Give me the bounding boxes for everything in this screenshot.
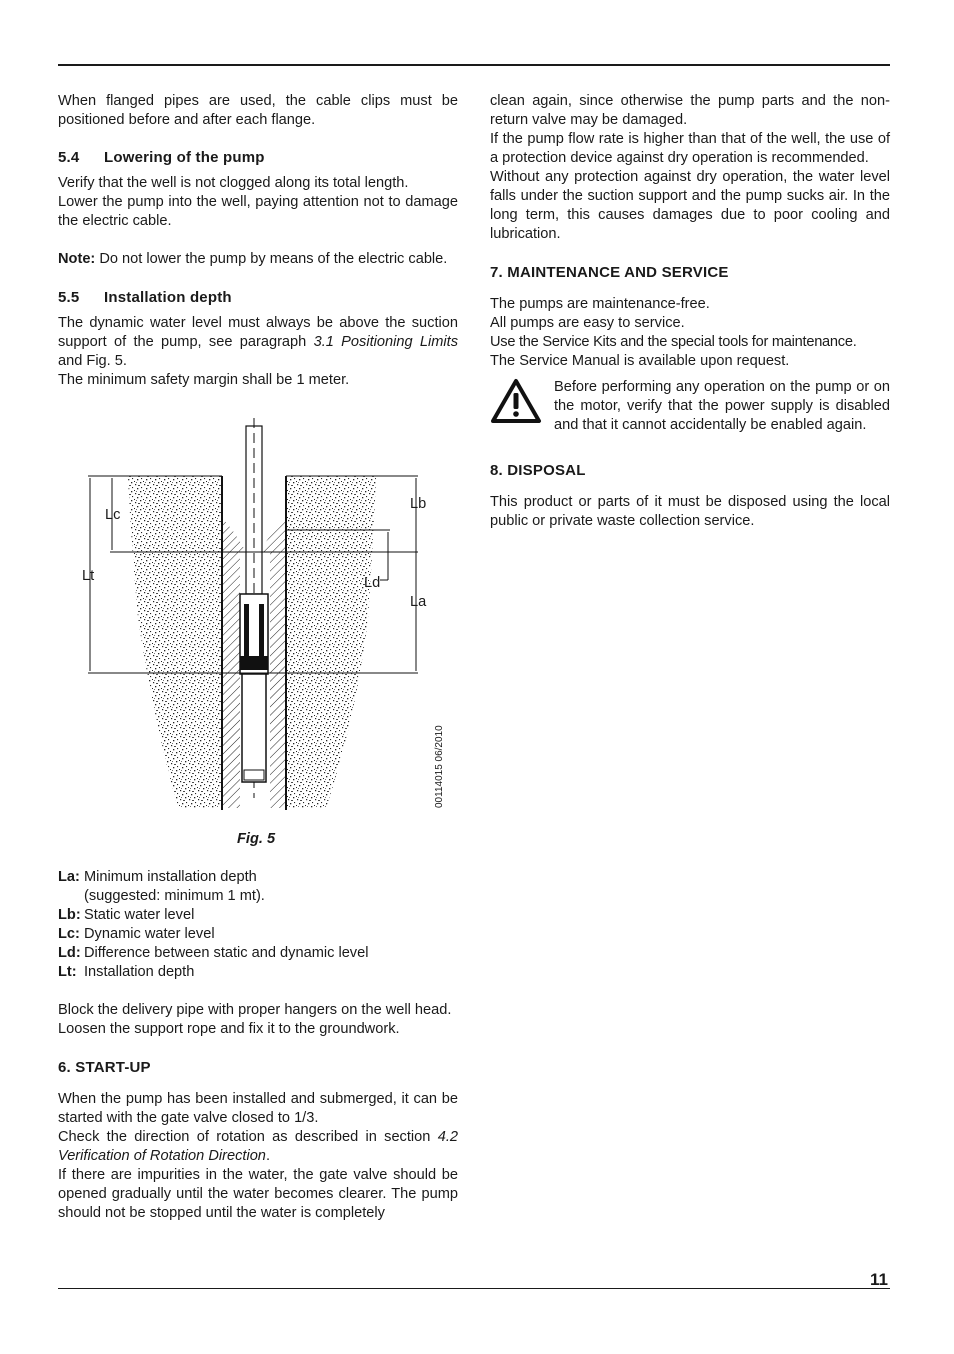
- paragraph-block-pipe: Block the delivery pipe with proper hangers on the well head.: [58, 1002, 452, 1018]
- right-column: [490, 92, 890, 531]
- section-number: 5.4: [58, 149, 80, 166]
- paragraph-safety-margin: The minimum safety margin shall be 1 meter.: [58, 372, 350, 388]
- paragraph-easy-service: All pumps are easy to service.: [490, 315, 685, 331]
- left-column-lower: [58, 868, 458, 1223]
- motor-body: [242, 674, 266, 782]
- paragraph-service-manual: The Service Manual is available upon request.: [490, 353, 790, 369]
- well-annulus-left: [222, 552, 240, 808]
- left-column: [58, 92, 458, 390]
- well-annulus-right: [270, 552, 286, 808]
- paragraph-disposal: This product or parts of it must be disposed using the local public or private waste collection service.: [490, 494, 890, 529]
- legend-key: Lb:: [58, 907, 81, 923]
- legend-text: Minimum installation depth: [84, 869, 257, 885]
- section-5-4-heading: [58, 148, 458, 167]
- legend-key: Lt:: [58, 964, 77, 980]
- soil-right: [286, 476, 376, 808]
- page-number: 11: [870, 1270, 888, 1289]
- paragraph-maintenance-free: The pumps are maintenance-free.: [490, 296, 710, 312]
- label-ld: Ld: [364, 575, 381, 591]
- text-run: and Fig. 5.: [58, 353, 127, 369]
- note-text: Do not lower the pump by means of the electric cable.: [95, 251, 448, 267]
- note-label: Note:: [58, 251, 96, 267]
- legend-key: Ld:: [58, 945, 81, 961]
- depression-cone-left: [222, 476, 246, 552]
- legend-text: (suggested: minimum 1 mt).: [84, 888, 265, 904]
- section-title: Installation depth: [104, 289, 232, 306]
- legend-key: Lc:: [58, 926, 80, 942]
- legend-item: [58, 925, 458, 944]
- label-la: La: [410, 594, 427, 610]
- legend-item: [58, 906, 458, 925]
- legend-text: Static water level: [84, 907, 195, 923]
- text-run: The dynamic water level must always be above the suction support of the pump, see paragraph: [58, 315, 458, 350]
- legend-item: [58, 868, 458, 887]
- label-lc: Lc: [105, 507, 121, 523]
- reference-link: 3.1 Positioning Limits: [313, 334, 458, 350]
- warning-icon: [490, 378, 554, 435]
- depression-cone-right: [260, 476, 286, 552]
- section-title: Lowering of the pump: [104, 149, 265, 166]
- paragraph-continued: clean again, since otherwise the pump parts and the non-return valve may be damaged.: [490, 93, 890, 128]
- warning-block: [490, 378, 890, 435]
- note-paragraph: [58, 250, 458, 269]
- paragraph-impurities: If there are impurities in the water, the gate valve should be opened gradually until the water becomes clearer. The pump should not be stopped until the water is completely: [58, 1167, 458, 1221]
- paragraph-dry-operation: Without any protection against dry operation, the water level falls under the suction support and the pump sucks air. In the long term, this causes damages due to poor cooling and lubrication.: [490, 169, 890, 242]
- warning-text: Before performing any operation on the pump or on the motor, verify that the power supply is disabled and that it cannot accidentally be enabled again.: [554, 379, 890, 433]
- legend-item-continued: [58, 887, 458, 906]
- section-6-heading: 6. START-UP: [58, 1059, 151, 1076]
- paragraph-flanged-pipes: When flanged pipes are used, the cable clips must be positioned before and after each flange.: [58, 93, 458, 128]
- reference-link: 4.2 Verification of Rotation Direction: [58, 1129, 458, 1164]
- paragraph-flow-rate: If the pump flow rate is higher than that of the well, the use of a protection device against dry operation is recommended.: [490, 131, 890, 166]
- legend-item: [58, 944, 458, 963]
- text-run: .: [265, 1148, 270, 1164]
- figure-caption: Fig. 5: [237, 831, 276, 847]
- legend-text: Difference between static and dynamic level: [84, 945, 369, 961]
- paragraph-service-kits: Use the Service Kits and the special tools for maintenance.: [490, 334, 857, 350]
- text-run: Check the direction of rotation as described in section: [58, 1129, 438, 1145]
- section-8-heading: 8. DISPOSAL: [490, 462, 586, 479]
- legend-key: La:: [58, 869, 80, 885]
- installation-depth-figure: [58, 418, 458, 828]
- paragraph-loosen-rope: Loosen the support rope and fix it to the groundwork.: [58, 1021, 400, 1037]
- soil-left: [128, 476, 222, 808]
- section-number: 5.5: [58, 289, 80, 306]
- legend-item: [58, 963, 458, 982]
- paragraph-rotation: [58, 1128, 458, 1166]
- footer-rule: [58, 1288, 890, 1289]
- legend-text: Dynamic water level: [84, 926, 215, 942]
- figure-code: 00114015 06/2010: [434, 725, 445, 808]
- label-lb: Lb: [410, 496, 427, 512]
- section-7-heading: 7. MAINTENANCE AND SERVICE: [490, 264, 729, 281]
- paragraph-lower-pump: Lower the pump into the well, paying attention not to damage the electric cable.: [58, 194, 458, 229]
- paragraph-verify-well: Verify that the well is not clogged along its total length.: [58, 175, 409, 191]
- legend-key-spacer: [58, 887, 84, 906]
- label-lt: Lt: [82, 568, 95, 584]
- paragraph-dynamic-level: [58, 314, 458, 371]
- legend-text: Installation depth: [84, 964, 195, 980]
- header-rule: [58, 64, 890, 66]
- section-5-5-heading: [58, 288, 458, 307]
- paragraph-started: When the pump has been installed and submerged, it can be started with the gate valve closed to 1/3.: [58, 1091, 458, 1126]
